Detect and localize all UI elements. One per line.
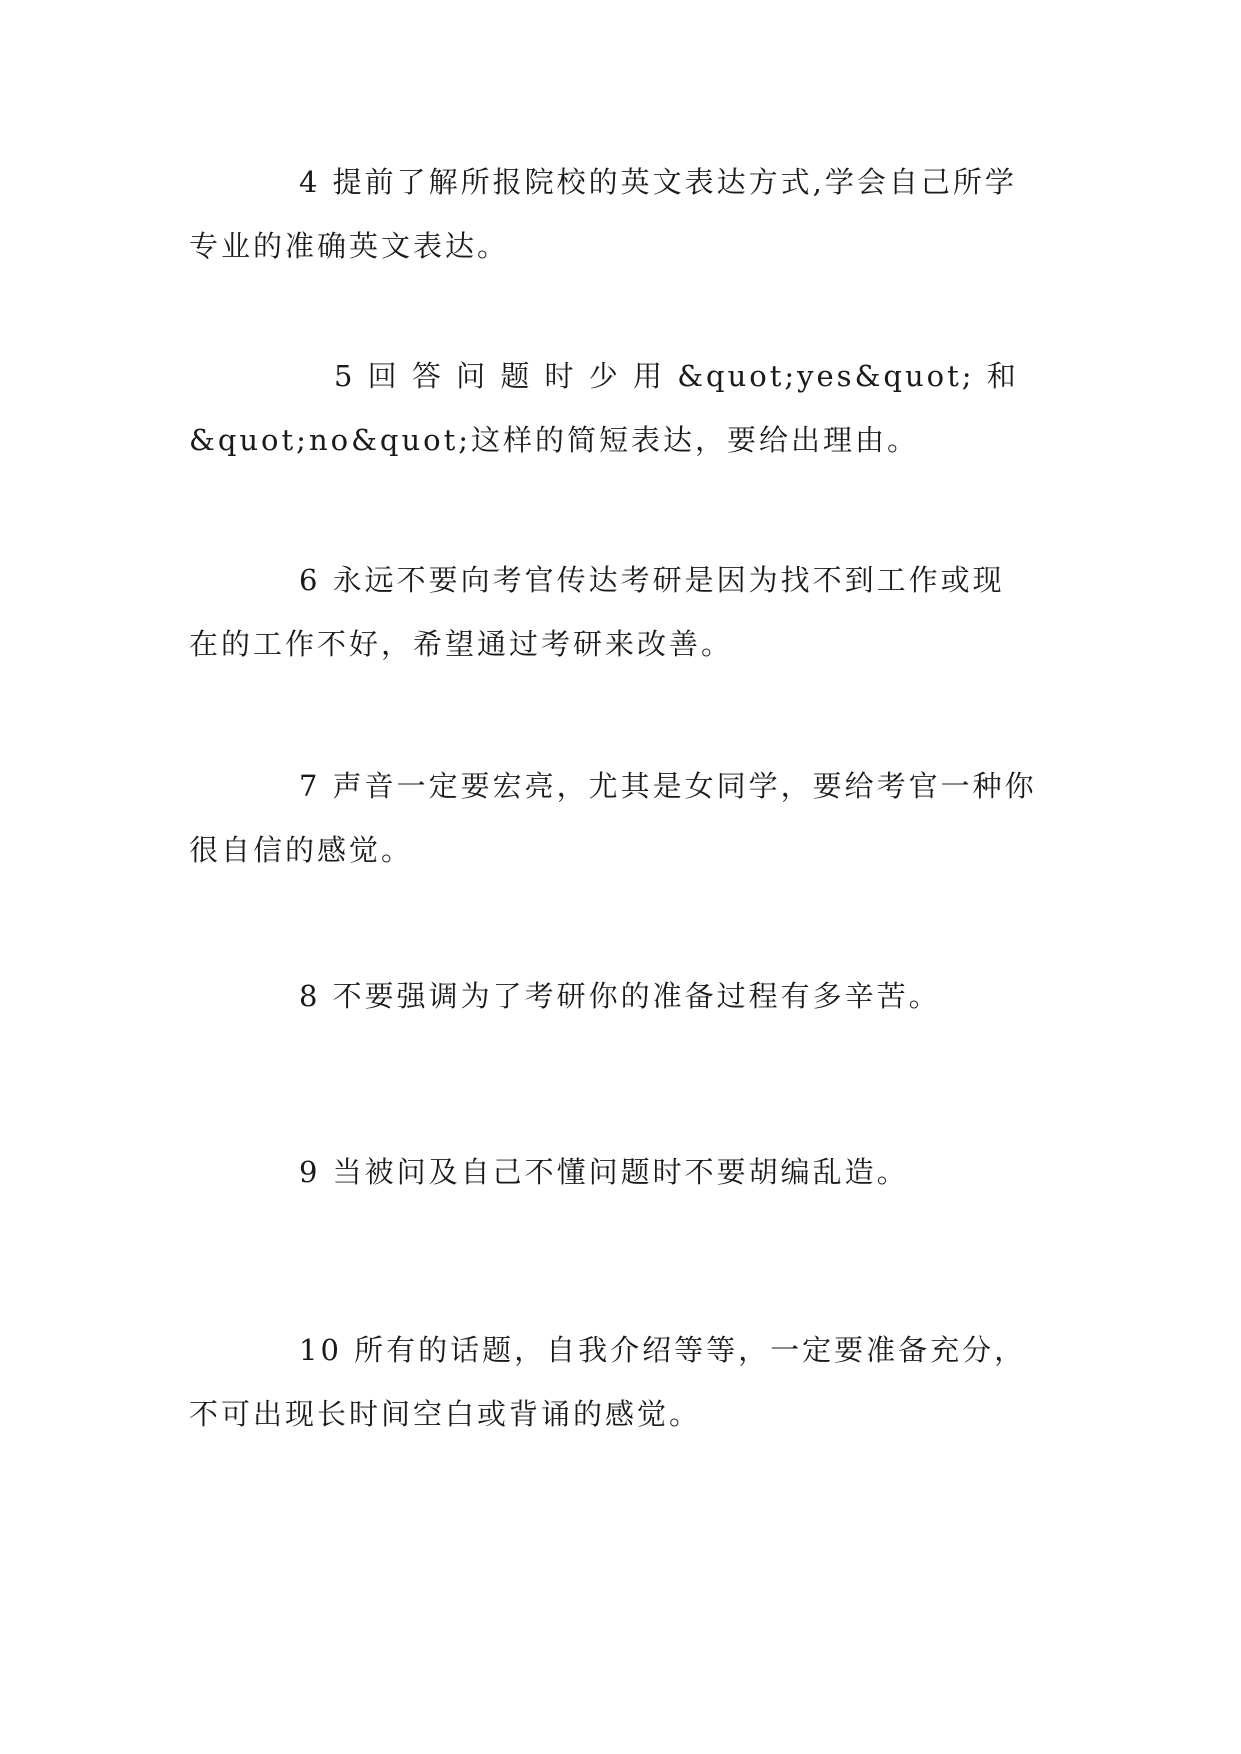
paragraph-line: 10 所有的话题，自我介绍等等，一定要准备充分，: [299, 1333, 1027, 1367]
paragraph-line: 在的工作不好，希望通过考研来改善。: [189, 627, 734, 661]
paragraph-9: [189, 1140, 1054, 1204]
paragraph-line: &quot;no&quot;这样的简短表达，要给出理由。: [189, 423, 920, 457]
paragraph-line: 6 永远不要向考官传达考研是因为找不到工作或现: [299, 563, 1005, 597]
paragraph-4: [189, 150, 1054, 278]
paragraph-line: 4 提前了解所报院校的英文表达方式,学会自己所学: [299, 165, 1017, 199]
paragraph-line: 不可出现长时间空白或背诵的感觉。: [189, 1397, 702, 1431]
paragraph-8: [189, 964, 1054, 1028]
paragraph-line: 7 声音一定要宏亮，尤其是女同学，要给考官一种你: [299, 769, 1037, 803]
paragraph-10: [189, 1318, 1054, 1446]
paragraph-line: 8 不要强调为了考研你的准备过程有多辛苦。: [299, 979, 941, 1013]
paragraph-6: [189, 548, 1054, 676]
paragraph-7: [189, 754, 1054, 882]
paragraph-line: 专业的准确英文表达。: [189, 229, 510, 263]
paragraph-line: 9 当被问及自己不懂问题时不要胡编乱造。: [299, 1155, 909, 1189]
paragraph-line: 5 回 答 问 题 时 少 用 &quot;yes&quot; 和: [334, 359, 1019, 393]
paragraph-line: 很自信的感觉。: [189, 833, 414, 867]
paragraph-5: [189, 344, 1054, 472]
